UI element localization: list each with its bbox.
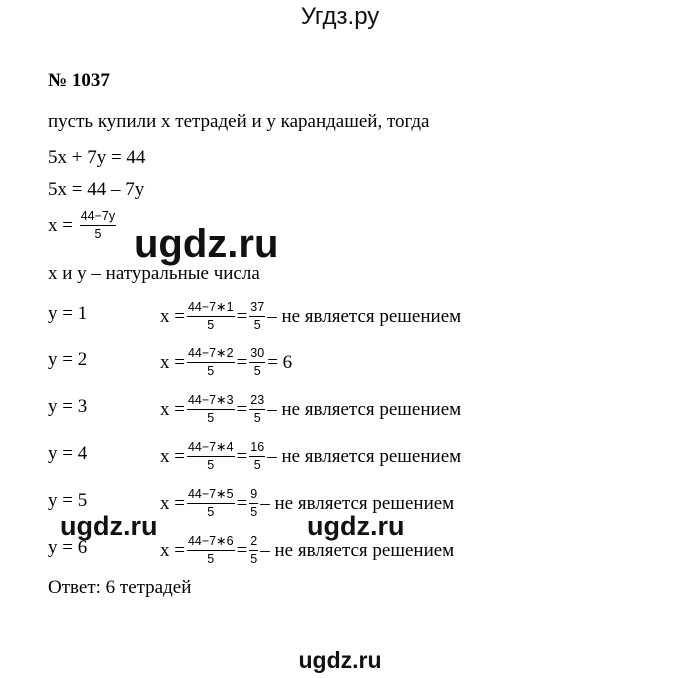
row-x-prefix: x =	[160, 539, 185, 561]
row-result-fraction	[249, 440, 265, 473]
row-result-denominator: 5	[253, 318, 261, 332]
x-prefix: x =	[48, 214, 73, 236]
condition-text: x и y – натуральные числа	[48, 263, 260, 284]
row-tail: = 6	[267, 351, 293, 373]
row-fraction-denominator: 5	[207, 552, 215, 566]
row-equals: =	[236, 445, 248, 467]
row-fraction	[187, 487, 235, 520]
equation-1: 5x + 7y = 44	[48, 147, 146, 168]
row-equals: =	[236, 305, 248, 327]
row-result-denominator: 5	[253, 411, 261, 425]
row-x-prefix: x =	[160, 492, 185, 514]
intro-text: пусть купили x тетрадей и y карандашей, тогда	[48, 111, 430, 132]
row-fraction	[187, 440, 235, 473]
row-fraction-denominator: 5	[207, 458, 215, 472]
row-result-numerator: 37	[249, 300, 265, 317]
x-expression	[48, 209, 118, 242]
row-fraction-numerator: 44−7∗2	[187, 346, 235, 363]
row-y-value: y = 6	[48, 537, 88, 558]
row-fraction-denominator: 5	[207, 411, 215, 425]
row-fraction	[187, 300, 235, 333]
x-fraction-numerator: 44−7y	[80, 209, 116, 226]
row-fraction-numerator: 44−7∗3	[187, 393, 235, 410]
watermark: ugdz.ru	[60, 511, 158, 541]
row-equals: =	[236, 539, 248, 561]
row-fraction-numerator: 44−7∗6	[187, 534, 235, 551]
row-y-value: y = 2	[48, 349, 88, 370]
row-tail: – не является решением	[260, 539, 455, 561]
row-x-expression	[160, 393, 461, 426]
row-fraction-numerator: 44−7∗1	[187, 300, 235, 317]
row-fraction	[187, 393, 235, 426]
x-fraction	[80, 209, 116, 242]
row-result-denominator: 5	[253, 364, 261, 378]
row-result-fraction	[249, 393, 265, 426]
watermark: ugdz.ru	[307, 511, 405, 541]
row-result-denominator: 5	[253, 458, 261, 472]
row-equals: =	[236, 492, 248, 514]
row-fraction-numerator: 44−7∗5	[187, 487, 235, 504]
site-footer: ugdz.ru	[298, 647, 382, 673]
equation-2: 5x = 44 – 7y	[48, 179, 145, 200]
task-number: № 1037	[48, 70, 110, 91]
row-y-value: y = 1	[48, 303, 88, 324]
row-equals: =	[236, 398, 248, 420]
row-fraction-denominator: 5	[207, 364, 215, 378]
row-tail: – не является решением	[267, 305, 462, 327]
row-y-value: y = 3	[48, 396, 88, 417]
row-fraction-denominator: 5	[207, 505, 215, 519]
row-result-numerator: 30	[249, 346, 265, 363]
row-x-expression	[160, 346, 292, 379]
row-tail: – не является решением	[260, 492, 455, 514]
answer-text: Ответ: 6 тетрадей	[48, 577, 192, 598]
row-tail: – не является решением	[267, 445, 462, 467]
row-result-denominator: 5	[250, 552, 258, 566]
row-fraction	[187, 346, 235, 379]
row-y-value: y = 5	[48, 490, 88, 511]
row-result-fraction	[249, 487, 258, 520]
row-x-prefix: x =	[160, 445, 185, 467]
row-result-numerator: 9	[249, 487, 258, 504]
row-y-value: y = 4	[48, 443, 88, 464]
row-fraction-denominator: 5	[207, 318, 215, 332]
row-result-numerator: 23	[249, 393, 265, 410]
row-x-prefix: x =	[160, 305, 185, 327]
row-result-denominator: 5	[250, 505, 258, 519]
row-equals: =	[236, 351, 248, 373]
x-fraction-denominator: 5	[94, 227, 102, 241]
watermark: ugdz.ru	[134, 222, 279, 266]
site-title: Угдз.ру	[300, 3, 380, 30]
row-result-fraction	[249, 346, 265, 379]
row-result-fraction	[249, 534, 258, 567]
row-result-numerator: 16	[249, 440, 265, 457]
row-x-expression	[160, 300, 461, 333]
row-x-prefix: x =	[160, 398, 185, 420]
row-result-fraction	[249, 300, 265, 333]
row-x-prefix: x =	[160, 351, 185, 373]
row-fraction	[187, 534, 235, 567]
row-tail: – не является решением	[267, 398, 462, 420]
row-x-expression	[160, 440, 461, 473]
row-fraction-numerator: 44−7∗4	[187, 440, 235, 457]
row-result-numerator: 2	[249, 534, 258, 551]
